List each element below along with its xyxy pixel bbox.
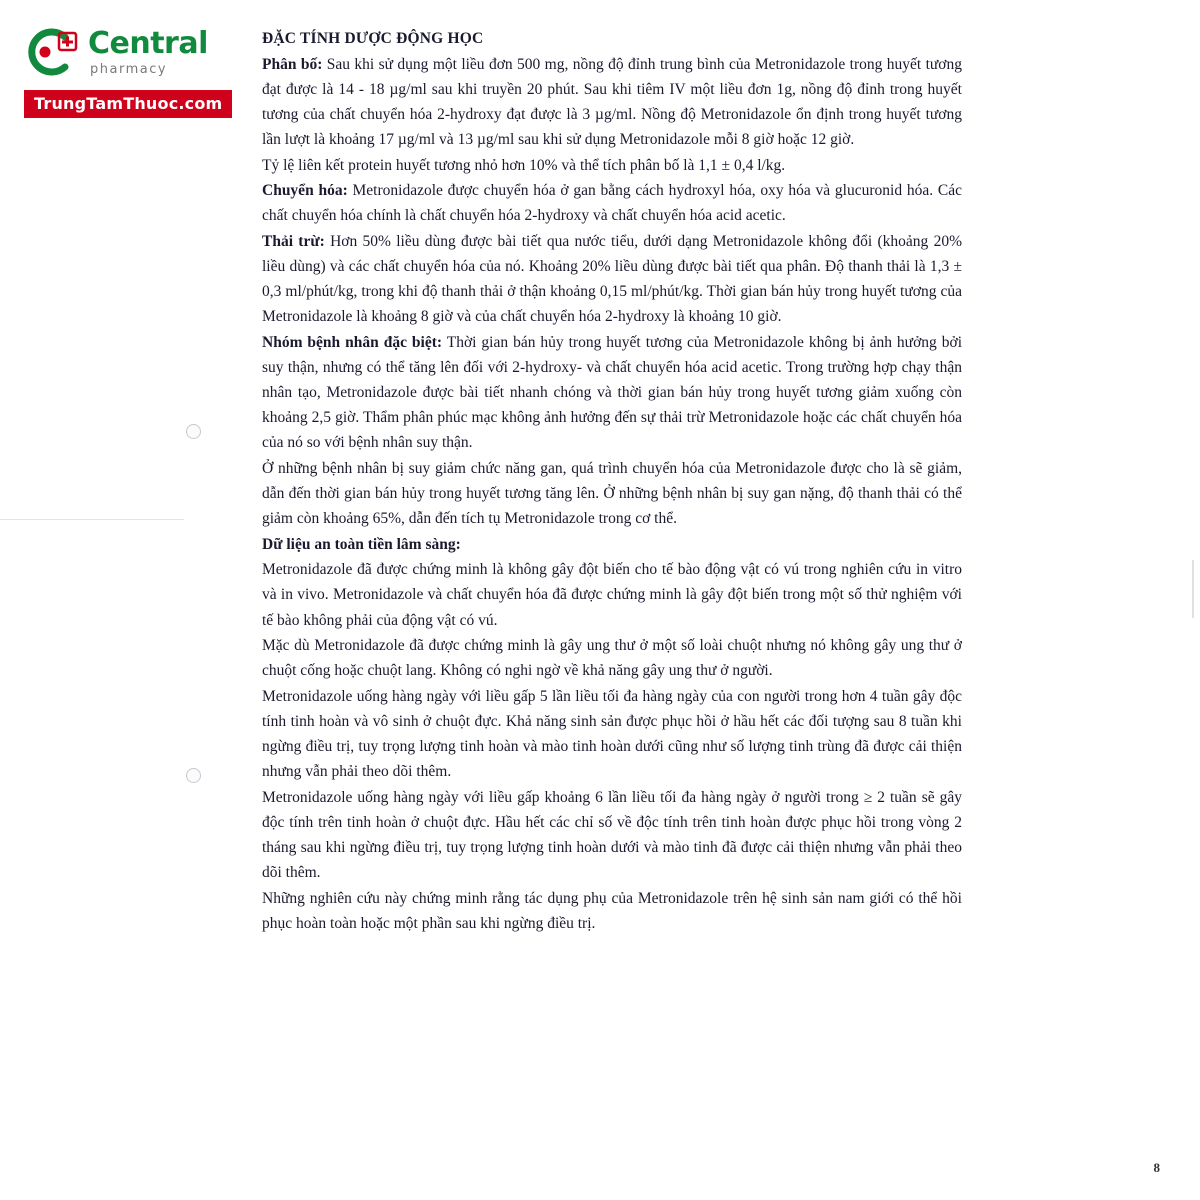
paragraph <box>262 684 962 784</box>
paragraph <box>262 456 962 531</box>
paragraph <box>262 785 962 885</box>
paragraph-text: Sau khi sử dụng một liều đơn 500 mg, nồng độ đỉnh trung bình của Metronidazole trong huyết tương đạt được là 14 - 18 µg/ml sau khi truyền 20 phút. Sau khi tiêm IV một liều đơn 1g, nồng độ đỉnh trong huyết tương của chất chuyển hóa 2-hydroxy đạt được là 3 µg/ml. Nồng độ Metronidazole ổn định trong huyết tương lần lượt là khoảng 17 µg/ml và 13 µg/ml sau khi sử dụng Metronidazole mỗi 8 giờ hoặc 12 giờ. <box>262 55 962 148</box>
central-pharmacy-logo-icon <box>24 24 80 80</box>
page-fold-line <box>0 519 184 520</box>
paragraph <box>262 229 962 329</box>
paragraph-text: Metronidazole uống hàng ngày với liều gấp 5 lần liều tối đa hàng ngày của con người trong hơn 4 tuần gây độc tính tinh hoàn và vô sinh ở chuột đực. Khả năng sinh sản được phục hồi ở hầu hết các đối tượng sau 8 tuần khi ngừng điều trị, tuy trọng lượng tinh hoàn và mào tinh hoàn dưới cũng như số lượng tinh trùng đã được cải thiện nhưng vẫn phải theo dõi thêm. <box>262 687 962 781</box>
page-edge-mark <box>1192 560 1194 618</box>
section-title: ĐẶC TÍNH DƯỢC ĐỘNG HỌC <box>262 30 484 47</box>
paragraph-text: Ở những bệnh nhân bị suy giảm chức năng gan, quá trình chuyển hóa của Metronidazole được cho là sẽ giảm, dẫn đến thời gian bán hủy trong huyết tương tăng lên. Ở những bệnh nhân bị suy gan nặng, độ thanh thải có thể giảm còn khoảng 65%, dẫn đến tích tụ Metronidazole trong cơ thể. <box>262 459 962 528</box>
paragraph <box>262 178 962 228</box>
paragraph <box>262 886 962 936</box>
brand-watermark <box>24 24 234 118</box>
site-banner: TrungTamThuoc.com <box>24 90 232 118</box>
paragraph-lead: Nhóm bệnh nhân đặc biệt: <box>262 333 443 351</box>
paragraph <box>262 153 962 178</box>
brand-subtitle: pharmacy <box>90 61 168 77</box>
paragraph-lead: Chuyển hóa: <box>262 182 348 200</box>
logo-text <box>88 25 208 77</box>
paragraph <box>262 532 962 557</box>
paragraph-text: Metronidazole được chuyển hóa ở gan bằng cách hydroxyl hóa, oxy hóa và glucuronid hóa. Các chất chuyển hóa chính là chất chuyển hóa 2-hydroxy và chất chuyển hóa acid acetic. <box>262 182 962 225</box>
paragraph-text: Mặc dù Metronidazole đã được chứng minh là gây ung thư ở một số loài chuột nhưng nó không gây ung thư ở chuột cống hoặc chuột lang. Không có nghi ngờ về khả năng gây ung thư ở người. <box>262 637 962 680</box>
paragraph <box>262 633 962 683</box>
subsection-title: Dữ liệu an toàn tiền lâm sàng: <box>262 535 461 553</box>
paragraph-text: Hơn 50% liều dùng được bài tiết qua nước tiểu, dưới dạng Metronidazole không đổi (khoảng 20% liều dùng) và các chất chuyển hóa của nó. Khoảng 20% liều dùng được bài tiết qua phân. Độ thanh thải là 1,3 ± 0,3 ml/phút/kg, trong khi độ thanh thải ở thận khoảng 0,15 ml/phút/kg. Thời gian bán hủy trong huyết tương của Metronidazole là khoảng 8 giờ và của chất chuyển hóa 2-hydroxy là khoảng 10 giờ. <box>262 232 962 326</box>
paragraph-lead: Phân bố: <box>262 55 323 73</box>
logo-row <box>24 24 234 80</box>
paragraph <box>262 330 962 456</box>
document-body <box>262 26 962 936</box>
paragraph-text: Metronidazole đã được chứng minh là không gây đột biến cho tế bào động vật có vú trong nghiên cứu in vitro và in vivo. Metronidazole và chất chuyển hóa đã được chứng minh là gây đột biến trong một số thử nghiệm với tế bào không phải của động vật có vú. <box>262 561 962 629</box>
paragraph-text: Tỷ lệ liên kết protein huyết tương nhỏ hơn 10% và thể tích phân bố là 1,1 ± 0,4 l/kg. <box>262 156 786 174</box>
paragraph-text: Những nghiên cứu này chứng minh rằng tác dụng phụ của Metronidazole trên hệ sinh sản nam giới có thể hồi phục hoàn toàn hoặc một phần sau khi ngừng điều trị. <box>262 889 962 932</box>
paragraph <box>262 557 962 632</box>
page-number: 8 <box>1153 1160 1160 1175</box>
paragraph <box>262 52 962 152</box>
brand-name: Central <box>88 25 208 61</box>
paragraph-text: Thời gian bán hủy trong huyết tương của Metronidazole không bị ảnh hưởng bởi suy thận, nhưng có thể tăng lên đối với 2-hydroxy- và chất chuyển hóa acid acetic. Trong trường hợp chạy thận nhân tạo, Metronidazole được bài tiết nhanh chóng và thời gian bán hủy trong huyết tương giảm xuống còn khoảng 2,5 giờ. Thẩm phân phúc mạc không ảnh hưởng đến sự thải trừ Metronidazole hoặc các chất chuyển hóa của nó so với bệnh nhân suy thận. <box>262 333 962 452</box>
paragraph-lead: Thải trừ: <box>262 232 325 250</box>
paragraph-text: Metronidazole uống hàng ngày với liều gấp khoảng 6 lần liều tối đa hàng ngày ở người trong ≥ 2 tuần sẽ gây độc tính trên tinh hoàn ở chuột đực. Hầu hết các chỉ số về độc tính trên tinh hoàn được phục hồi trong vòng 2 tháng sau khi ngừng điều trị, tuy trọng lượng tinh hoàn dưới và mào tinh đã được cải thiện nhưng vẫn phải theo dõi thêm. <box>262 788 962 882</box>
punch-hole-bottom <box>186 768 201 783</box>
punch-hole-top <box>186 424 201 439</box>
